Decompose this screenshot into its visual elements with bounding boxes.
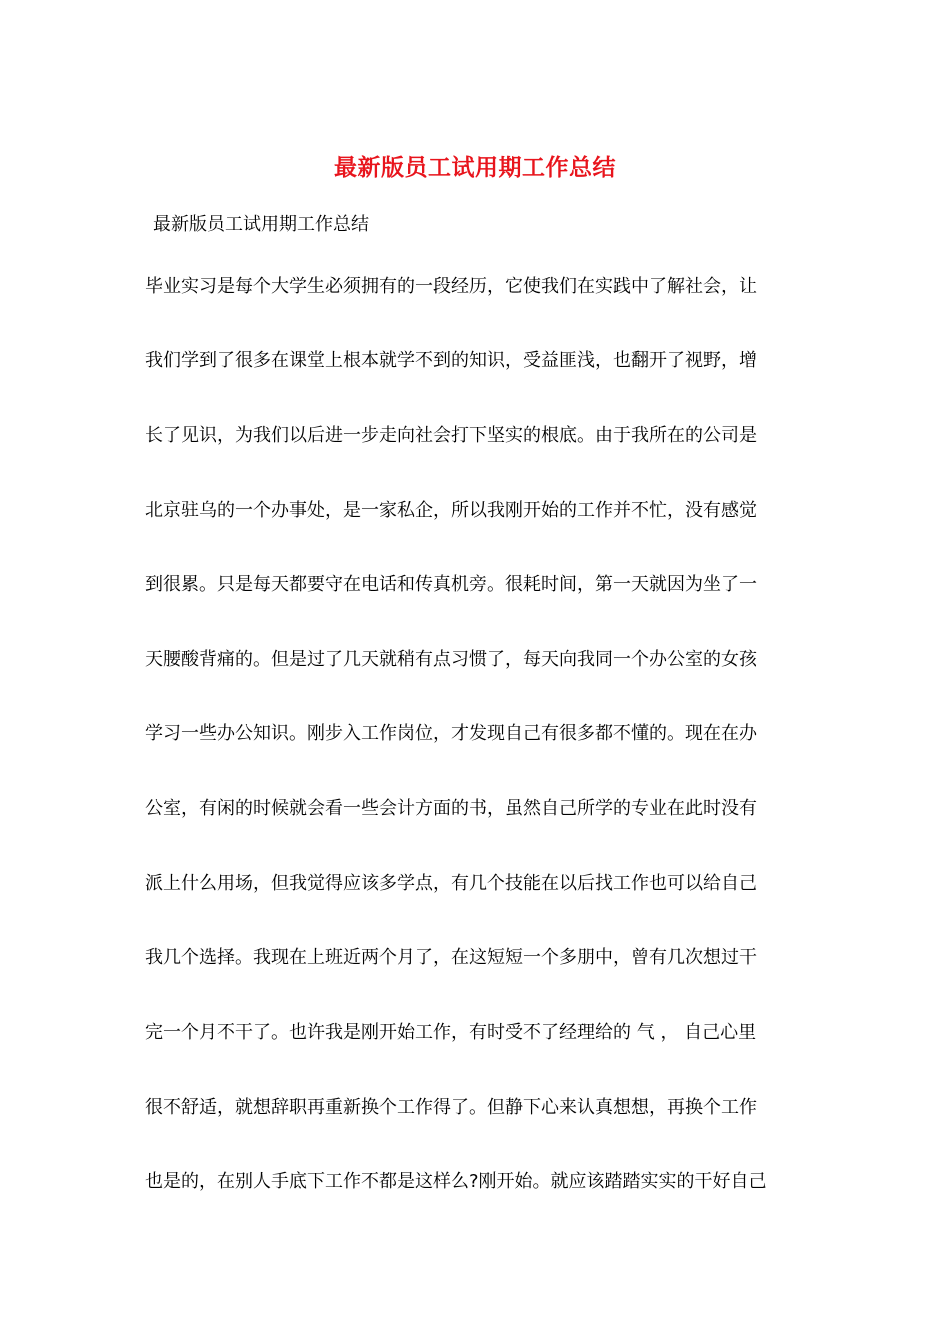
body-line: 我们学到了很多在课堂上根本就学不到的知识，受益匪浅，也翻开了视野，增 [145, 350, 757, 371]
body-line: 也是的，在别人手底下工作不都是这样么?刚开始。就应该踏踏实实的干好自己 [145, 1171, 767, 1192]
body-line: 完一个月不干了。也许我是刚开始工作，有时受不了经理给的 气 ， 自己心里 [145, 1022, 757, 1043]
body-line: 北京驻乌的一个办事处，是一家私企，所以我刚开始的工作并不忙，没有感觉 [145, 500, 757, 521]
body-line: 很不舒适，就想辞职再重新换个工作得了。但静下心来认真想想，再换个工作 [145, 1097, 757, 1118]
body-line: 长了见识，为我们以后进一步走向社会打下坚实的根底。由于我所在的公司是 [145, 425, 757, 446]
document-title: 最新版员工试用期工作总结 [334, 155, 616, 181]
document-subtitle: 最新版员工试用期工作总结 [153, 214, 369, 235]
body-line: 毕业实习是每个大学生必须拥有的一段经历，它使我们在实践中了解社会，让 [145, 276, 757, 297]
body-line: 学习一些办公知识。刚步入工作岗位，才发现自己有很多都不懂的。现在在办 [145, 723, 757, 744]
body-line: 公室，有闲的时候就会看一些会计方面的书，虽然自己所学的专业在此时没有 [145, 798, 757, 819]
body-line: 派上什么用场，但我觉得应该多学点，有几个技能在以后找工作也可以给自己 [145, 873, 757, 894]
body-line: 我几个选择。我现在上班近两个月了，在这短短一个多朋中，曾有几次想过干 [145, 947, 757, 968]
body-line: 天腰酸背痛的。但是过了几天就稍有点习惯了，每天向我同一个办公室的女孩 [145, 649, 757, 670]
body-line: 到很累。只是每天都要守在电话和传真机旁。很耗时间，第一天就因为坐了一 [145, 574, 757, 595]
